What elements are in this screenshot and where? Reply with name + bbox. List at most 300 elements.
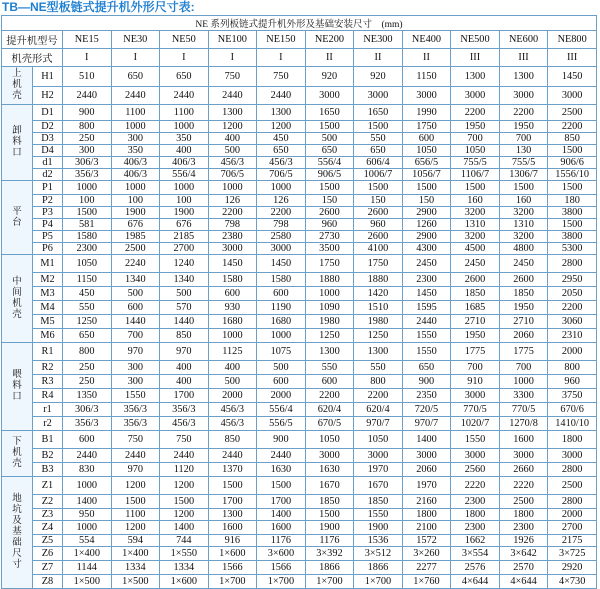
- table-row: [2, 169, 597, 181]
- group-label: 喂 料 口: [2, 343, 33, 431]
- table-row: [2, 301, 597, 315]
- table-cell: 960: [548, 375, 597, 389]
- table-cell: 3×392: [305, 547, 354, 561]
- table-cell: 2710: [499, 315, 548, 329]
- table-cell: 450: [257, 133, 306, 145]
- table-cell: 1580: [208, 273, 257, 287]
- table-cell: 970: [111, 463, 160, 477]
- table-cell: 4×644: [499, 575, 548, 589]
- model-name: NE800: [548, 31, 597, 49]
- shell-type: III: [499, 49, 548, 67]
- shell-type: I: [160, 49, 209, 67]
- table-cell: 1580: [63, 231, 112, 243]
- table-cell: 2900: [402, 231, 451, 243]
- table-cell: 1190: [257, 301, 306, 315]
- table-cell: 2580: [257, 231, 306, 243]
- table-cell: 306/3: [63, 403, 112, 417]
- table-cell: 1500: [305, 181, 354, 195]
- row-label: M5: [33, 315, 63, 329]
- table-cell: 2440: [160, 87, 209, 105]
- row-label: Z2: [33, 495, 63, 509]
- table-cell: 750: [208, 67, 257, 87]
- table-row: [2, 67, 597, 87]
- table-cell: 900: [257, 431, 306, 449]
- table-cell: 150: [402, 195, 451, 207]
- table-cell: 1556/10: [548, 169, 597, 181]
- table-cell: 1500: [548, 181, 597, 195]
- table-cell: 1200: [111, 477, 160, 495]
- table-cell: 2220: [499, 477, 548, 495]
- table-cell: 600: [208, 287, 257, 301]
- table-cell: 2600: [354, 231, 403, 243]
- table-cell: 300: [111, 375, 160, 389]
- table-cell: 2500: [499, 495, 548, 509]
- table-cell: 2200: [548, 301, 597, 315]
- row-label: P6: [33, 243, 63, 255]
- table-cell: 1630: [305, 463, 354, 477]
- table-row: [2, 329, 597, 343]
- table-cell: 456/3: [208, 403, 257, 417]
- table-cell: 1775: [451, 343, 500, 361]
- table-cell: 1670: [305, 477, 354, 495]
- table-cell: 2450: [499, 255, 548, 273]
- table-cell: 1300: [305, 343, 354, 361]
- table-cell: 2000: [548, 509, 597, 521]
- table-cell: 650: [257, 145, 306, 157]
- table-cell: 2300: [451, 495, 500, 509]
- table-cell: 2730: [305, 231, 354, 243]
- table-cell: 1880: [305, 273, 354, 287]
- table-row: [2, 547, 597, 561]
- shell-type-label: 机壳形式: [2, 49, 63, 67]
- table-cell: 2350: [402, 389, 451, 403]
- table-cell: 4100: [354, 243, 403, 255]
- table-cell: 900: [402, 375, 451, 389]
- table-cell: 3000: [402, 87, 451, 105]
- shell-type: II: [305, 49, 354, 67]
- row-label: D2: [33, 121, 63, 133]
- table-cell: 2440: [111, 87, 160, 105]
- table-row: [2, 273, 597, 287]
- table-cell: 1500: [63, 207, 112, 219]
- table-cell: 1450: [257, 255, 306, 273]
- row-label: r2: [33, 417, 63, 431]
- group-label: 平 台: [2, 181, 33, 255]
- model-name: NE400: [402, 31, 451, 49]
- model-name: NE15: [63, 31, 112, 49]
- table-cell: 1680: [257, 315, 306, 329]
- table-row: [2, 87, 597, 105]
- table-row: [2, 231, 597, 243]
- row-label: r1: [33, 403, 63, 417]
- row-label: Z5: [33, 535, 63, 547]
- table-cell: 1200: [160, 477, 209, 495]
- table-cell: 1572: [402, 535, 451, 547]
- row-label: D3: [33, 133, 63, 145]
- table-cell: 1106/7: [451, 169, 500, 181]
- table-cell: 2200: [257, 207, 306, 219]
- shell-type: III: [548, 49, 597, 67]
- table-cell: 1050: [305, 431, 354, 449]
- table-cell: 500: [111, 287, 160, 301]
- table-cell: 2700: [548, 521, 597, 535]
- table-cell: 1240: [160, 255, 209, 273]
- table-cell: 2440: [160, 449, 209, 463]
- row-label: Z4: [33, 521, 63, 535]
- row-label: H1: [33, 67, 63, 87]
- table-cell: 1500: [160, 495, 209, 509]
- table-cell: 1510: [354, 301, 403, 315]
- table-cell: 2200: [208, 207, 257, 219]
- table-cell: 1750: [402, 121, 451, 133]
- table-cell: 2050: [548, 287, 597, 301]
- table-cell: 3×260: [402, 547, 451, 561]
- table-cell: 581: [63, 219, 112, 231]
- table-cell: 1800: [402, 509, 451, 521]
- table-cell: 1685: [451, 301, 500, 315]
- table-cell: 300: [111, 361, 160, 375]
- table-cell: 1500: [499, 181, 548, 195]
- table-cell: 3200: [499, 231, 548, 243]
- table-cell: 2220: [451, 477, 500, 495]
- table-cell: 4800: [499, 243, 548, 255]
- table-cell: 356/3: [63, 169, 112, 181]
- table-cell: 1500: [305, 121, 354, 133]
- shell-type-row: [2, 49, 597, 67]
- model-name: NE100: [208, 31, 257, 49]
- group-label: 中 间 机 壳: [2, 255, 33, 343]
- table-cell: 456/3: [257, 157, 306, 169]
- table-cell: 1580: [257, 273, 306, 287]
- table-cell: 3000: [548, 449, 597, 463]
- table-cell: 1566: [257, 561, 306, 575]
- row-label: R3: [33, 375, 63, 389]
- table-cell: 700: [499, 361, 548, 375]
- table-cell: 1970: [354, 463, 403, 477]
- table-row: [2, 575, 597, 589]
- table-cell: 1090: [305, 301, 354, 315]
- table-cell: 1310: [451, 219, 500, 231]
- table-cell: 350: [111, 145, 160, 157]
- table-cell: 600: [402, 133, 451, 145]
- table-cell: 160: [451, 195, 500, 207]
- table-cell: 3000: [354, 449, 403, 463]
- model-header-row: [2, 31, 597, 49]
- table-cell: 2600: [499, 273, 548, 287]
- table-cell: 1400: [63, 495, 112, 509]
- row-label: M6: [33, 329, 63, 343]
- table-cell: 1×700: [354, 575, 403, 589]
- table-cell: 3800: [548, 231, 597, 243]
- table-cell: 1775: [499, 343, 548, 361]
- table-cell: 1300: [451, 67, 500, 87]
- table-cell: 620/4: [354, 403, 403, 417]
- table-cell: 1550: [354, 509, 403, 521]
- table-cell: 3×642: [499, 547, 548, 561]
- row-label: B3: [33, 463, 63, 477]
- table-cell: 1500: [354, 181, 403, 195]
- table-cell: 1×500: [63, 575, 112, 589]
- table-cell: 3800: [548, 207, 597, 219]
- table-row: [2, 561, 597, 575]
- table-row: [2, 509, 597, 521]
- table-cell: 1334: [160, 561, 209, 575]
- table-cell: 1000: [499, 375, 548, 389]
- table-cell: 1500: [548, 219, 597, 231]
- model-name: NE300: [354, 31, 403, 49]
- table-cell: 1120: [160, 463, 209, 477]
- table-cell: 3000: [499, 449, 548, 463]
- model-header-label: 提升机型号: [2, 31, 63, 49]
- table-cell: 1000: [257, 181, 306, 195]
- table-cell: 3200: [451, 231, 500, 243]
- table-cell: 1450: [402, 287, 451, 301]
- table-cell: 1440: [160, 315, 209, 329]
- table-cell: 500: [208, 145, 257, 157]
- table-cell: 356/3: [160, 403, 209, 417]
- table-cell: 1340: [160, 273, 209, 287]
- table-cell: 3000: [208, 243, 257, 255]
- table-cell: 500: [160, 287, 209, 301]
- table-cell: 1500: [354, 121, 403, 133]
- table-cell: 960: [354, 219, 403, 231]
- shell-type: I: [208, 49, 257, 67]
- table-cell: 700: [451, 361, 500, 375]
- shell-type: I: [111, 49, 160, 67]
- table-cell: 1500: [257, 477, 306, 495]
- table-cell: 4×644: [451, 575, 500, 589]
- table-cell: 2450: [451, 255, 500, 273]
- table-cell: 1000: [257, 329, 306, 343]
- group-label: 卸 料 口: [2, 105, 33, 181]
- table-caption: NE 系列板链式提升机外形及基础安装尺寸 (mm): [2, 16, 597, 31]
- table-cell: 2450: [402, 255, 451, 273]
- table-cell: 600: [257, 375, 306, 389]
- table-cell: 1950: [451, 329, 500, 343]
- table-cell: 2175: [548, 535, 597, 547]
- table-cell: 750: [111, 431, 160, 449]
- model-name: NE50: [160, 31, 209, 49]
- table-row: [2, 375, 597, 389]
- table-cell: 2800: [548, 255, 597, 273]
- table-cell: 1100: [111, 105, 160, 121]
- table-cell: 1000: [63, 181, 112, 195]
- table-cell: 100: [111, 195, 160, 207]
- table-cell: 1×600: [160, 575, 209, 589]
- model-name: NE150: [257, 31, 306, 49]
- table-cell: 798: [208, 219, 257, 231]
- table-cell: 1550: [402, 329, 451, 343]
- table-cell: 2950: [548, 273, 597, 287]
- table-row: [2, 157, 597, 169]
- table-cell: 1950: [499, 121, 548, 133]
- table-cell: 2000: [208, 389, 257, 403]
- table-cell: 1270/8: [499, 417, 548, 431]
- table-cell: 650: [63, 329, 112, 343]
- table-cell: 2500: [548, 105, 597, 121]
- table-cell: 670/5: [305, 417, 354, 431]
- table-cell: 1000: [160, 121, 209, 133]
- table-cell: 750: [257, 67, 306, 87]
- table-cell: 1×760: [402, 575, 451, 589]
- table-cell: 1600: [499, 431, 548, 449]
- table-cell: 2560: [451, 463, 500, 477]
- table-cell: 550: [63, 301, 112, 315]
- table-cell: 1866: [305, 561, 354, 575]
- table-cell: 2380: [208, 231, 257, 243]
- table-cell: 930: [208, 301, 257, 315]
- row-label: d2: [33, 169, 63, 181]
- table-row: [2, 417, 597, 431]
- table-cell: 1866: [354, 561, 403, 575]
- table-cell: 1662: [451, 535, 500, 547]
- table-cell: 3000: [354, 87, 403, 105]
- table-cell: 700: [111, 329, 160, 343]
- table-cell: 650: [402, 361, 451, 375]
- table-cell: 620/4: [305, 403, 354, 417]
- table-cell: 2000: [548, 343, 597, 361]
- group-label: 地 坑 及 基 础 尺 寸: [2, 477, 33, 589]
- row-label: D4: [33, 145, 63, 157]
- table-cell: 1150: [402, 67, 451, 87]
- table-cell: 3×600: [257, 547, 306, 561]
- table-cell: 2200: [451, 105, 500, 121]
- row-label: P2: [33, 195, 63, 207]
- table-cell: 570: [160, 301, 209, 315]
- table-cell: 706/5: [208, 169, 257, 181]
- table-cell: 1500: [111, 495, 160, 509]
- table-cell: 1400: [160, 521, 209, 535]
- table-cell: 356/3: [63, 417, 112, 431]
- table-cell: 1900: [354, 521, 403, 535]
- table-cell: 800: [63, 343, 112, 361]
- table-row: [2, 243, 597, 255]
- table-cell: 2800: [548, 495, 597, 509]
- table-cell: 650: [354, 145, 403, 157]
- table-cell: 2000: [257, 389, 306, 403]
- table-cell: 456/3: [208, 417, 257, 431]
- table-cell: 906/5: [305, 169, 354, 181]
- row-label: Z3: [33, 509, 63, 521]
- table-cell: 2300: [499, 521, 548, 535]
- table-cell: 850: [548, 133, 597, 145]
- row-label: M2: [33, 273, 63, 287]
- table-cell: 1340: [111, 273, 160, 287]
- shell-type: III: [451, 49, 500, 67]
- table-cell: 2440: [63, 449, 112, 463]
- table-cell: 400: [160, 361, 209, 375]
- table-cell: 1200: [111, 521, 160, 535]
- table-cell: 744: [160, 535, 209, 547]
- table-cell: 4500: [451, 243, 500, 255]
- table-cell: 2100: [402, 521, 451, 535]
- table-cell: 406/3: [111, 157, 160, 169]
- table-cell: 1×400: [63, 547, 112, 561]
- row-label: B2: [33, 449, 63, 463]
- table-cell: 2800: [548, 463, 597, 477]
- table-cell: 3060: [548, 315, 597, 329]
- table-cell: 3000: [305, 87, 354, 105]
- table-cell: 550: [354, 133, 403, 145]
- table-cell: 1334: [111, 561, 160, 575]
- table-cell: 3×725: [548, 547, 597, 561]
- table-cell: 1×700: [305, 575, 354, 589]
- table-cell: 920: [354, 67, 403, 87]
- row-label: P1: [33, 181, 63, 195]
- table-cell: 1300: [499, 67, 548, 87]
- table-cell: 1550: [402, 343, 451, 361]
- table-cell: 970/7: [354, 417, 403, 431]
- table-cell: 800: [63, 121, 112, 133]
- table-cell: 1700: [257, 495, 306, 509]
- table-cell: 2600: [305, 207, 354, 219]
- table-cell: 850: [160, 329, 209, 343]
- table-cell: 1300: [208, 509, 257, 521]
- table-cell: 960: [305, 219, 354, 231]
- table-cell: 300: [63, 145, 112, 157]
- table-cell: 350: [160, 133, 209, 145]
- row-label: P4: [33, 219, 63, 231]
- table-cell: 126: [208, 195, 257, 207]
- table-cell: 830: [63, 463, 112, 477]
- table-cell: 2710: [451, 315, 500, 329]
- table-cell: 1125: [208, 343, 257, 361]
- table-row: [2, 343, 597, 361]
- row-label: Z6: [33, 547, 63, 561]
- table-cell: 2160: [402, 495, 451, 509]
- row-label: Z7: [33, 561, 63, 575]
- table-cell: 1250: [354, 329, 403, 343]
- table-cell: 2200: [305, 389, 354, 403]
- table-cell: 1000: [111, 121, 160, 133]
- table-cell: 3000: [451, 87, 500, 105]
- table-cell: 1000: [63, 477, 112, 495]
- table-cell: 2440: [63, 87, 112, 105]
- table-cell: 356/3: [111, 403, 160, 417]
- table-row: [2, 207, 597, 219]
- table-cell: 356/3: [111, 417, 160, 431]
- table-cell: 250: [63, 361, 112, 375]
- table-cell: 300: [111, 133, 160, 145]
- table-cell: 2200: [499, 105, 548, 121]
- table-cell: 100: [160, 195, 209, 207]
- table-cell: 700: [451, 133, 500, 145]
- shell-type: I: [63, 49, 112, 67]
- table-cell: 180: [548, 195, 597, 207]
- table-cell: 1370: [208, 463, 257, 477]
- table-cell: 2060: [402, 463, 451, 477]
- row-label: D1: [33, 105, 63, 121]
- table-cell: 650: [160, 67, 209, 87]
- table-cell: 2570: [499, 561, 548, 575]
- table-cell: 3000: [451, 389, 500, 403]
- table-cell: 550: [305, 361, 354, 375]
- table-cell: 798: [257, 219, 306, 231]
- table-cell: 250: [63, 375, 112, 389]
- table-row: [2, 535, 597, 547]
- table-cell: 2500: [111, 243, 160, 255]
- table-cell: 1850: [354, 495, 403, 509]
- table-cell: 4×730: [548, 575, 597, 589]
- table-cell: 1350: [63, 389, 112, 403]
- table-cell: 670/6: [548, 403, 597, 417]
- table-cell: 1100: [111, 509, 160, 521]
- table-cell: 1×500: [111, 575, 160, 589]
- table-row: [2, 145, 597, 157]
- table-cell: 2200: [548, 121, 597, 133]
- table-cell: 150: [354, 195, 403, 207]
- table-cell: 1×550: [160, 547, 209, 561]
